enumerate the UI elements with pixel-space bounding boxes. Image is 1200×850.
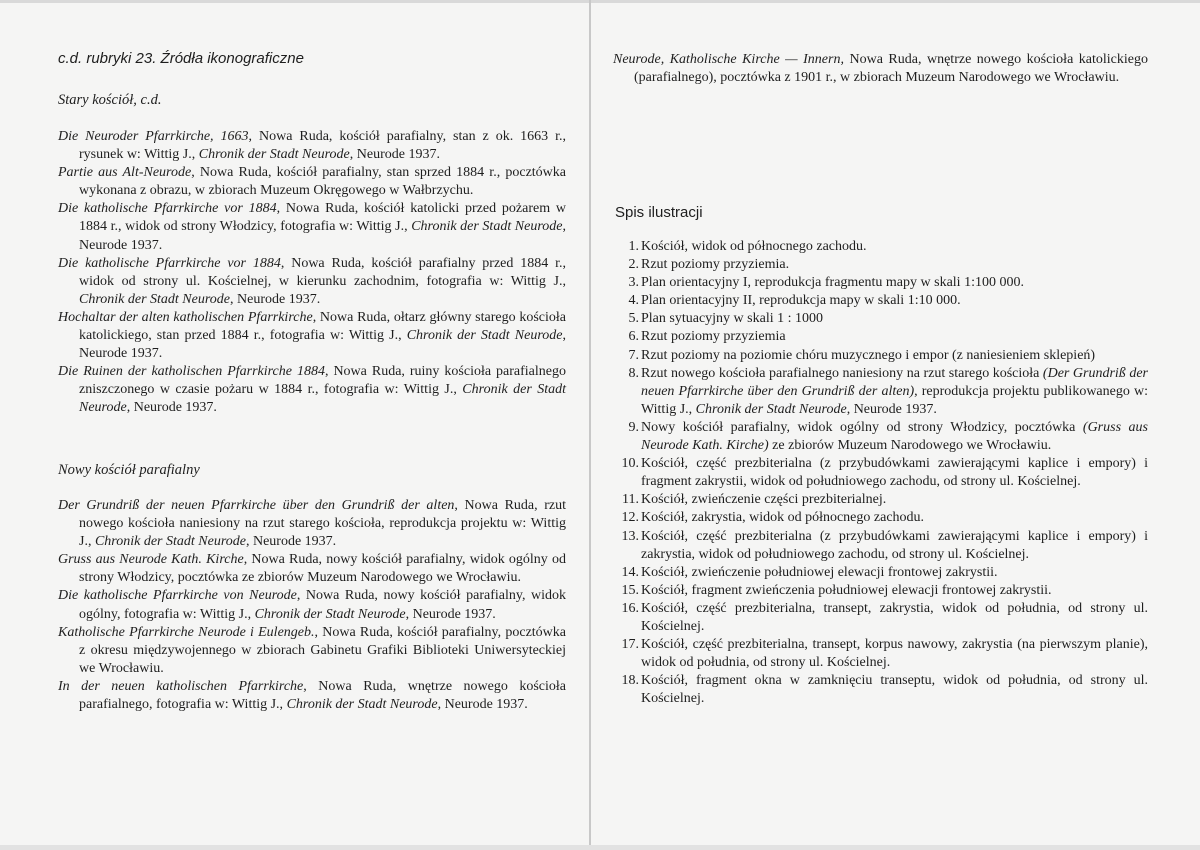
illustration-item [613, 509, 1148, 527]
illustration-number: 17. [621, 637, 639, 653]
illustration-number: 16. [621, 600, 639, 616]
caption-italic: (Gruss aus Neurode Kath. Kirche) [641, 419, 1148, 454]
source-title: Partie aus Alt-Neurode [58, 165, 192, 181]
source-description: , Nowa Ruda, nowy kościół parafialny, widok ogólny, fotografia w: Wittig J., [79, 588, 566, 622]
caption-text: , Neurode 1937. [846, 401, 937, 417]
source-publication: , Neurode 1937. [349, 147, 440, 163]
book-title: Chronik der Stadt Neurode [198, 147, 350, 163]
source-entry [58, 678, 566, 714]
caption-text: Kościół, zwieńczenie części prezbiterialnej. [641, 492, 887, 508]
illustration-caption [641, 238, 1148, 256]
illustration-number: 15. [621, 582, 639, 598]
illustration-caption [641, 582, 1148, 600]
illustration-caption [641, 347, 1148, 365]
caption-text: , reprodukcja projektu publikowanego w: Wittig J., [641, 383, 1148, 417]
caption-text: Kościół, część prezbiterialna (z przybudówkami zawierającymi kaplice i empory) i fragment zakrystii, widok od południowego zachodu, od strony ul. Kościelnej. [641, 456, 1148, 490]
illustration-item [613, 600, 1148, 636]
illustration-item [613, 238, 1148, 256]
source-title: Die katholische Pfarrkirche vor 1884 [58, 201, 277, 217]
book-title: Chronik der Stadt Neurode [286, 697, 438, 713]
illustration-caption [641, 419, 1148, 455]
source-title: Die katholische Pfarrkirche von Neurode [58, 588, 297, 604]
illustration-item [613, 564, 1148, 582]
source-publication: , Neurode 1937. [126, 400, 217, 416]
illustration-number: 7. [628, 347, 639, 363]
illustration-item [613, 528, 1148, 564]
caption-text: Rzut poziomy na poziomie chóru muzycznego i empor (z naniesieniem sklepień) [641, 347, 1096, 363]
illustration-number: 2. [628, 257, 639, 273]
source-publication: , Neurode 1937. [405, 606, 496, 622]
illustration-item [613, 347, 1148, 365]
source-entry [58, 128, 566, 164]
illustration-item [613, 491, 1148, 509]
source-entry [58, 164, 566, 200]
caption-text: Kościół, widok od północnego zachodu. [641, 239, 867, 254]
caption-text: Kościół, fragment zwieńczenia południowej elewacji frontowej zakrystii. [641, 582, 1052, 598]
new-church-sources [58, 497, 566, 714]
source-entry [613, 51, 1148, 87]
illustration-item [613, 365, 1148, 419]
illustration-number: 11. [622, 492, 639, 508]
source-publication: , Neurode 1937. [437, 697, 528, 713]
book-title: Chronik der Stadt Neurode [79, 382, 566, 416]
source-description: , Nowa Ruda, ruiny kościoła parafialnego zniszczonego w czasie pożaru w 1884 r., fotografia w: Wittig J., [79, 364, 566, 398]
source-entry [58, 200, 566, 254]
illustration-caption [641, 491, 1148, 509]
illustration-number: 4. [628, 293, 639, 309]
illustration-caption [641, 564, 1148, 582]
source-entry [58, 624, 566, 678]
illustration-item [613, 310, 1148, 328]
book-title: Chronik der Stadt Neurode [411, 219, 563, 235]
illustration-number: 14. [621, 564, 639, 580]
source-title: In der neuen katholischen Pfarrkirche [58, 678, 304, 694]
illustration-item [613, 672, 1148, 708]
illustration-caption [641, 455, 1148, 491]
source-title: Der Grundriß der neuen Pfarrkirche über den Grundriß der alten [58, 498, 455, 513]
source-description: , Nowa Ruda, kościół parafialny, pocztówka z okresu międzywojennego w zbiorach Gabinetu Grafiki Biblioteki Uniwersyteckiej we Wrocławiu. [79, 624, 567, 676]
list-of-illustrations-heading: Spis ilustracji [615, 204, 703, 221]
illustration-item [613, 292, 1148, 310]
source-description: , Nowa Ruda, wnętrze nowego kościoła parafialnego, fotografia w: Wittig J., [79, 678, 566, 713]
illustration-number: 9. [628, 419, 639, 435]
illustration-item [613, 582, 1148, 600]
book-title: Chronik der Stadt Neurode [254, 606, 406, 622]
source-entry [58, 309, 566, 363]
source-publication: , Neurode 1937. [79, 219, 566, 253]
caption-text: Kościół, część prezbiterialna (z przybudówkami zawierającymi kaplice i empory) i zakrystia, widok od południowego zachodu, od strony ul. Kościelnej. [641, 528, 1148, 562]
caption-italic: Chronik der Stadt Neurode [695, 401, 847, 417]
illustration-number: 5. [628, 311, 639, 327]
caption-text: Nowy kościół parafialny, widok ogólny od strony Włodzicy, pocztówka [641, 419, 1083, 435]
source-description: , Nowa Ruda, kościół parafialny przed 1884 r., widok od strony ul. Kościelnej, w kierunku zachodnim, fotografia w: Wittig J., [79, 255, 566, 289]
source-entry [58, 497, 566, 551]
source-title: Hochaltar der alten katholischen Pfarrkirche [58, 309, 313, 325]
source-description: , Nowa Ruda, kościół katolicki przed pożarem w 1884 r., widok od strony Włodzicy, fotografia w: Wittig J., [79, 201, 567, 235]
illustration-caption [641, 310, 1148, 328]
illustration-item [613, 256, 1148, 274]
illustration-number: 10. [621, 456, 639, 472]
source-title: Gruss aus Neurode Kath. Kirche [58, 552, 244, 568]
source-title: Die katholische Pfarrkirche vor 1884 [58, 255, 281, 271]
illustration-caption [641, 365, 1148, 419]
source-publication: , Neurode 1937. [230, 291, 321, 307]
caption-text: Plan orientacyjny I, reprodukcja fragmentu mapy w skali 1:100 000. [641, 275, 1024, 291]
source-description: , Nowa Ruda, nowy kościół parafialny, widok ogólny od strony Włodzicy, pocztówka ze zbiorów Muzeum Narodowego we Wrocławiu. [79, 552, 566, 586]
illustration-number: 12. [621, 510, 639, 526]
caption-text: Rzut nowego kościoła parafialnego naniesiony na rzut starego kościoła [641, 365, 1043, 381]
source-entry [58, 587, 566, 623]
source-entry [58, 255, 566, 309]
caption-text: Kościół, część prezbiterialna, transept, zakrystia, widok od południa, od strony ul. Kościelnej. [641, 600, 1148, 634]
page-top-edge [0, 0, 1200, 3]
illustration-number: 1. [628, 239, 639, 254]
caption-text: Kościół, część prezbiterialna, transept, korpus nawowy, zakrystia (na pierwszym planie), widok od południa, od strony ul. Kościelnej. [641, 637, 1148, 671]
source-title: Die Ruinen der katholischen Pfarrkirche 1884 [58, 364, 325, 380]
illustration-number: 6. [628, 329, 639, 345]
illustrations-list [613, 238, 1148, 708]
source-description: , Nowa Ruda, kościół parafialny, stan sprzed 1884 r., pocztówka wykonana z obrazu, w zbiorach Muzeum Okręgowego w Wałbrzychu. [79, 165, 566, 199]
illustration-item [613, 274, 1148, 292]
source-description: Nowa Ruda, wnętrze nowego kościoła katolickiego (parafialnego), pocztówka z 1901 r., w zbiorach Muzeum Narodowego we Wrocławiu. [634, 52, 1148, 86]
caption-text: Kościół, zwieńczenie południowej elewacji frontowej zakrystii. [641, 564, 998, 580]
illustration-caption [641, 600, 1148, 636]
continued-source-entry [613, 51, 1148, 87]
subsection-title-old-church: Stary kościół, c.d. [58, 92, 162, 108]
illustration-number: 13. [621, 528, 639, 544]
book-title: Chronik der Stadt Neurode [406, 328, 563, 344]
caption-text: Rzut poziomy przyziemia [641, 329, 786, 345]
illustration-caption [641, 292, 1148, 310]
illustration-caption [641, 328, 1148, 346]
illustration-caption [641, 274, 1148, 292]
illustration-item [613, 455, 1148, 491]
illustration-item [613, 419, 1148, 455]
illustration-caption [641, 509, 1148, 527]
illustration-caption [641, 528, 1148, 564]
source-description: , Nowa Ruda, ołtarz główny starego kościoła katolickiego, stan przed 1884 r., fotografia w: Wittig J., [79, 309, 566, 344]
subsection-title-new-church: Nowy kościół parafialny [58, 462, 200, 478]
book-title: Chronik der Stadt Neurode [94, 534, 246, 550]
old-church-sources [58, 128, 566, 418]
caption-text: Plan sytuacyjny w skali 1 : 1000 [641, 311, 823, 327]
source-description: , Nowa Ruda, rzut nowego kościoła naniesiony na rzut starego kościoła, reprodukcja projektu w: Wittig J., [79, 498, 566, 550]
source-publication: , Neurode 1937. [79, 328, 566, 362]
source-entry [58, 363, 566, 417]
caption-text: Rzut poziomy przyziemia. [641, 257, 790, 273]
illustration-number: 3. [628, 275, 639, 291]
illustration-number: 8. [628, 365, 639, 381]
section-heading: c.d. rubryki 23. Źródła ikonograficzne [58, 50, 304, 67]
caption-italic: (Der Grundriß der neuen Pfarrkirche über den Grundriß der alten) [641, 365, 1148, 399]
page-bottom-edge [0, 845, 1200, 850]
source-title: Katholische Pfarrkirche Neurode i Eulengeb. [58, 624, 315, 640]
source-entry [58, 551, 566, 587]
illustration-number: 18. [621, 673, 639, 689]
illustration-caption [641, 636, 1148, 672]
source-title: Neurode, Katholische Kirche — Innern, [613, 52, 844, 67]
source-publication: , Neurode 1937. [245, 534, 337, 550]
illustration-caption [641, 256, 1148, 274]
source-title: Die Neuroder Pfarrkirche, 1663 [58, 129, 249, 144]
illustration-item [613, 328, 1148, 346]
page-fold [589, 0, 591, 850]
illustration-item [613, 636, 1148, 672]
book-title: Chronik der Stadt Neurode [79, 291, 231, 307]
source-description: , Nowa Ruda, kościół parafialny, stan z ok. 1663 r., rysunek w: Wittig J., [79, 129, 567, 163]
caption-text: Plan orientacyjny II, reprodukcja mapy w skali 1:10 000. [641, 293, 961, 309]
caption-text: Kościół, fragment okna w zamknięciu transeptu, widok od południa, od strony ul. Kościelnej. [641, 673, 1148, 707]
illustration-caption [641, 672, 1148, 708]
caption-text: ze zbiorów Muzeum Narodowego we Wrocławiu. [768, 438, 1052, 454]
caption-text: Kościół, zakrystia, widok od północnego zachodu. [641, 510, 925, 526]
